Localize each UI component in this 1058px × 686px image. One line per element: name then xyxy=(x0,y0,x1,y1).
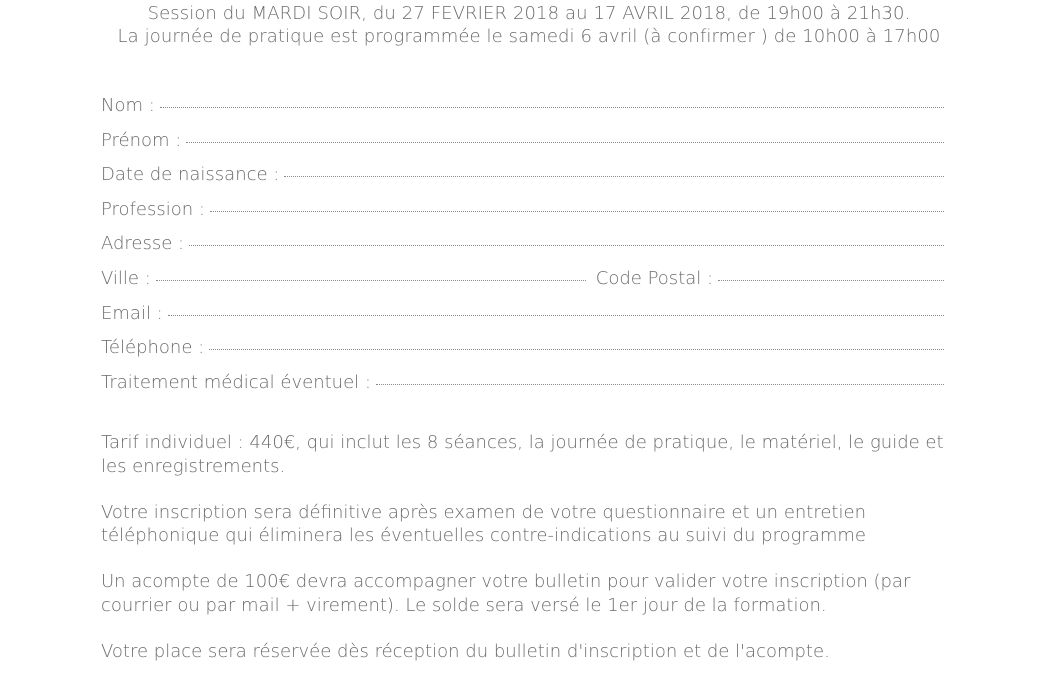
code-postal-input-line[interactable] xyxy=(718,280,944,281)
nom-input-line[interactable] xyxy=(160,107,944,108)
acompte-paragraph: Un acompte de 100€ devra accompagner votre bulletin pour valider votre inscription (par courrier ou par mail + virement). Le solde sera versé le 1er jour de la formation. xyxy=(101,571,911,616)
email-input-line[interactable] xyxy=(168,315,944,316)
nom-label: Nom : xyxy=(101,95,155,116)
session-dates: Session du MARDI SOIR, du 27 FEVRIER 2018 au 17 AVRIL 2018, de 19h00 à 21h30. xyxy=(147,3,911,24)
traitement-input-line[interactable] xyxy=(376,384,944,385)
ville-label: Ville : xyxy=(101,267,151,289)
session-header xyxy=(0,2,1058,48)
code-postal-label: Code Postal : xyxy=(595,267,714,289)
registration-form xyxy=(101,95,946,406)
field-ville-code-postal xyxy=(101,268,946,303)
field-nom xyxy=(101,95,946,130)
field-traitement xyxy=(101,372,946,407)
field-telephone xyxy=(101,337,946,372)
field-date-naissance xyxy=(101,164,946,199)
prenom-label: Prénom : xyxy=(101,129,182,151)
adresse-input-line[interactable] xyxy=(189,245,944,246)
profession-label: Profession : xyxy=(101,198,205,220)
prenom-input-line[interactable] xyxy=(186,142,944,143)
reservation-paragraph: Votre place sera réservée dès réception du bulletin d'inscription et de l'acompte. xyxy=(101,640,830,662)
field-prenom xyxy=(101,130,946,165)
field-email xyxy=(101,303,946,338)
field-profession xyxy=(101,199,946,234)
profession-input-line[interactable] xyxy=(210,211,944,212)
field-adresse xyxy=(101,233,946,268)
ville-input-line[interactable] xyxy=(156,280,586,281)
inscription-paragraph: Votre inscription sera définitive après examen de votre questionnaire et un entretien téléphonique qui éliminera les éventuelles contre-indications au suivi du programme xyxy=(101,501,866,546)
practice-day: La journée de pratique est programmée le samedi 6 avril (à confirmer ) de 10h00 à 17h00 xyxy=(117,26,941,47)
telephone-label: Téléphone : xyxy=(101,337,205,359)
adresse-label: Adresse : xyxy=(101,233,185,255)
tarif-paragraph: Tarif individuel : 440€, qui inclut les 8 séances, la journée de pratique, le matériel, le guide et les enregistrements. xyxy=(101,432,944,477)
telephone-input-line[interactable] xyxy=(209,349,944,350)
date-naissance-label: Date de naissance : xyxy=(101,164,280,186)
terms-section xyxy=(101,431,951,686)
date-naissance-input-line[interactable] xyxy=(284,176,944,177)
traitement-label: Traitement médical éventuel : xyxy=(101,371,371,393)
email-label: Email : xyxy=(101,302,163,324)
